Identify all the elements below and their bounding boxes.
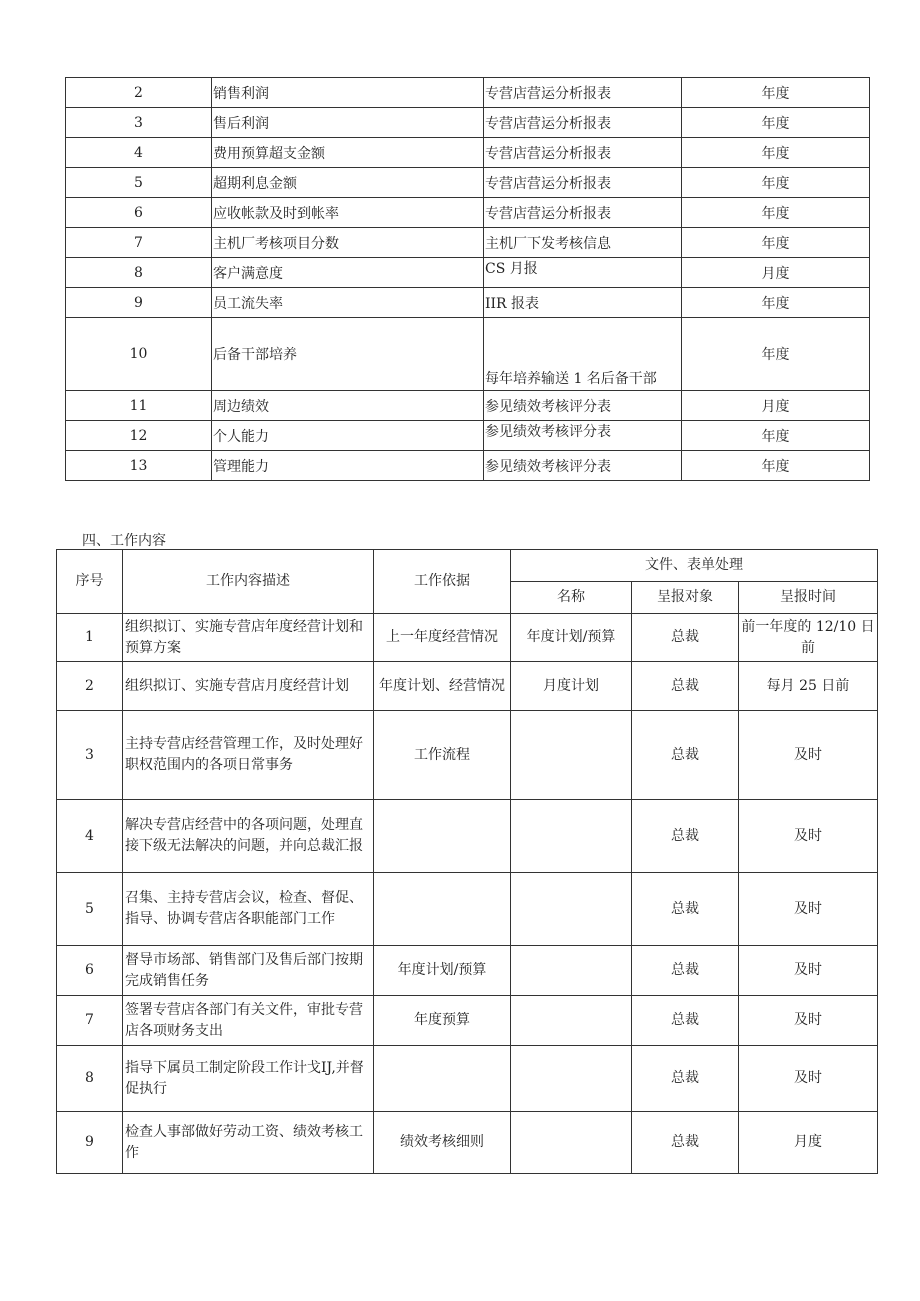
- work-target: 总裁: [632, 946, 739, 996]
- kpi-item: 后备干部培养: [212, 318, 484, 391]
- kpi-row: [66, 258, 870, 288]
- work-doc-name: [511, 996, 632, 1046]
- work-desc: 签署专营店各部门有关文件，审批专营店各项财务支出: [123, 996, 374, 1046]
- work-desc: 督导市场部、销售部门及售后部门按期完成销售任务: [123, 946, 374, 996]
- kpi-item: 客户满意度: [212, 258, 484, 288]
- work-doc-name: [511, 711, 632, 800]
- kpi-period: 年度: [682, 228, 870, 258]
- kpi-no: 6: [66, 198, 212, 228]
- work-target: 总裁: [632, 800, 739, 873]
- kpi-period: 月度: [682, 391, 870, 421]
- kpi-no: 4: [66, 138, 212, 168]
- work-basis: 工作流程: [374, 711, 511, 800]
- kpi-period: 年度: [682, 108, 870, 138]
- work-desc: 组织拟订、实施专营店年度经营计划和预算方案: [123, 614, 374, 662]
- work-doc-name: 月度计划: [511, 662, 632, 711]
- work-desc: 组织拟订、实施专营店月度经营计划: [123, 662, 374, 711]
- work-desc: 解决专营店经营中的各项问题，处理直接下级无法解决的问题，并向总裁汇报: [123, 800, 374, 873]
- work-no: 3: [57, 711, 123, 800]
- kpi-row: [66, 451, 870, 481]
- work-row: [57, 873, 878, 946]
- kpi-period: 年度: [682, 288, 870, 318]
- kpi-item: 售后利润: [212, 108, 484, 138]
- work-row: [57, 614, 878, 662]
- work-basis: 年度计划/预算: [374, 946, 511, 996]
- kpi-source: 专营店营运分析报表: [484, 198, 682, 228]
- kpi-row: [66, 421, 870, 451]
- kpi-source: 专营店营运分析报表: [484, 168, 682, 198]
- kpi-source: CS 月报: [484, 258, 682, 288]
- kpi-period: 年度: [682, 318, 870, 391]
- work-no: 2: [57, 662, 123, 711]
- kpi-source: IIR 报表: [484, 288, 682, 318]
- kpi-no: 5: [66, 168, 212, 198]
- work-row: [57, 800, 878, 873]
- work-target: 总裁: [632, 1112, 739, 1174]
- work-target: 总裁: [632, 662, 739, 711]
- work-no: 4: [57, 800, 123, 873]
- work-no: 7: [57, 996, 123, 1046]
- work-row: [57, 711, 878, 800]
- work-target: 总裁: [632, 614, 739, 662]
- work-time: 及时: [739, 1046, 878, 1112]
- kpi-period: 年度: [682, 198, 870, 228]
- work-target: 总裁: [632, 1046, 739, 1112]
- work-no: 6: [57, 946, 123, 996]
- work-basis: [374, 800, 511, 873]
- kpi-source: 专营店营运分析报表: [484, 108, 682, 138]
- kpi-item: 销售利润: [212, 78, 484, 108]
- work-content-table: [56, 549, 878, 1174]
- kpi-period: 年度: [682, 138, 870, 168]
- kpi-source: 主机厂下发考核信息: [484, 228, 682, 258]
- kpi-row: [66, 228, 870, 258]
- kpi-period: 年度: [682, 168, 870, 198]
- kpi-source: 专营店营运分析报表: [484, 138, 682, 168]
- kpi-period: 年度: [682, 451, 870, 481]
- work-basis: 绩效考核细则: [374, 1112, 511, 1174]
- kpi-no: 7: [66, 228, 212, 258]
- work-time: 及时: [739, 996, 878, 1046]
- kpi-row: [66, 108, 870, 138]
- work-target: 总裁: [632, 873, 739, 946]
- header-basis: 工作依据: [374, 550, 511, 614]
- kpi-no: 13: [66, 451, 212, 481]
- work-row: [57, 946, 878, 996]
- kpi-item: 主机厂考核项目分数: [212, 228, 484, 258]
- work-basis: 年度计划、经营情况: [374, 662, 511, 711]
- kpi-item: 费用预算超支金额: [212, 138, 484, 168]
- kpi-item: 超期利息金额: [212, 168, 484, 198]
- header-target: 呈报对象: [632, 582, 739, 614]
- work-basis: [374, 873, 511, 946]
- work-row: [57, 996, 878, 1046]
- work-time: 每月 25 日前: [739, 662, 878, 711]
- kpi-no: 8: [66, 258, 212, 288]
- kpi-row: [66, 168, 870, 198]
- kpi-no: 12: [66, 421, 212, 451]
- kpi-period: 年度: [682, 78, 870, 108]
- work-row: [57, 1046, 878, 1112]
- kpi-period: 年度: [682, 421, 870, 451]
- kpi-row: [66, 288, 870, 318]
- kpi-item: 应收帐款及时到帐率: [212, 198, 484, 228]
- work-no: 9: [57, 1112, 123, 1174]
- work-no: 5: [57, 873, 123, 946]
- kpi-no: 9: [66, 288, 212, 318]
- kpi-no: 2: [66, 78, 212, 108]
- work-doc-name: [511, 873, 632, 946]
- kpi-period: 月度: [682, 258, 870, 288]
- kpi-row: [66, 198, 870, 228]
- kpi-row: [66, 318, 870, 391]
- kpi-source: 专营店营运分析报表: [484, 78, 682, 108]
- kpi-no: 10: [66, 318, 212, 391]
- work-desc: 检查人事部做好劳动工资、绩效考核工作: [123, 1112, 374, 1174]
- work-doc-name: [511, 1046, 632, 1112]
- kpi-row: [66, 138, 870, 168]
- kpi-source: 每年培养输送 1 名后备干部: [484, 318, 682, 391]
- work-row: [57, 662, 878, 711]
- header-no: 序号: [57, 550, 123, 614]
- work-time: 前一年度的 12/10 日前: [739, 614, 878, 662]
- kpi-source: 参见绩效考核评分表: [484, 451, 682, 481]
- work-time: 月度: [739, 1112, 878, 1174]
- kpi-row: [66, 391, 870, 421]
- work-doc-name: [511, 1112, 632, 1174]
- work-basis: [374, 1046, 511, 1112]
- work-time: 及时: [739, 946, 878, 996]
- header-docs: 文件、表单处理: [511, 550, 878, 582]
- header-name: 名称: [511, 582, 632, 614]
- work-time: 及时: [739, 711, 878, 800]
- work-desc: 召集、主持专营店会议，检查、督促、指导、协调专营店各职能部门工作: [123, 873, 374, 946]
- work-target: 总裁: [632, 711, 739, 800]
- work-row: [57, 1112, 878, 1174]
- kpi-no: 3: [66, 108, 212, 138]
- kpi-item: 管理能力: [212, 451, 484, 481]
- work-basis: 年度预算: [374, 996, 511, 1046]
- work-desc: 主持专营店经营管理工作，及时处理好职权范围内的各项日常事务: [123, 711, 374, 800]
- kpi-item: 员工流失率: [212, 288, 484, 318]
- work-target: 总裁: [632, 996, 739, 1046]
- kpi-row: [66, 78, 870, 108]
- work-doc-name: [511, 946, 632, 996]
- work-time: 及时: [739, 873, 878, 946]
- section-title: 四、工作内容: [82, 533, 166, 549]
- kpi-table: [65, 77, 870, 481]
- kpi-source: 参见绩效考核评分表: [484, 391, 682, 421]
- work-basis: 上一年度经营情况: [374, 614, 511, 662]
- work-doc-name: 年度计划/预算: [511, 614, 632, 662]
- work-no: 8: [57, 1046, 123, 1112]
- kpi-item: 个人能力: [212, 421, 484, 451]
- work-desc: 指导下属员工制定阶段工作计戈IJ,并督促执行: [123, 1046, 374, 1112]
- header-time: 呈报时间: [739, 582, 878, 614]
- header-desc: 工作内容描述: [123, 550, 374, 614]
- work-no: 1: [57, 614, 123, 662]
- work-doc-name: [511, 800, 632, 873]
- kpi-no: 11: [66, 391, 212, 421]
- work-time: 及时: [739, 800, 878, 873]
- kpi-item: 周边绩效: [212, 391, 484, 421]
- kpi-source: 参见绩效考核评分表: [484, 421, 682, 451]
